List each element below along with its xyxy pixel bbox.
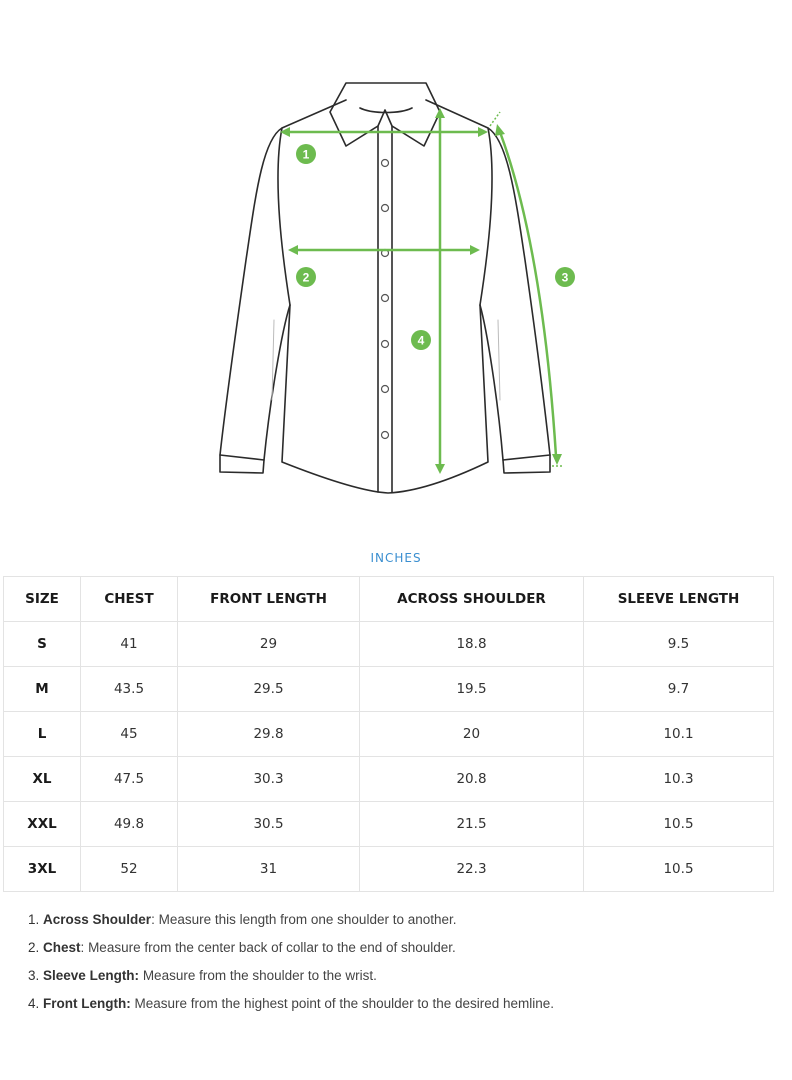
front-length-cell: 30.5 bbox=[178, 802, 360, 847]
note-term: Front Length: bbox=[43, 996, 131, 1011]
column-header-size: SIZE bbox=[4, 577, 81, 622]
marker-label: 4 bbox=[417, 333, 425, 348]
table-header-row bbox=[4, 577, 774, 622]
marker-4 bbox=[411, 330, 431, 350]
front-length-cell: 30.3 bbox=[178, 757, 360, 802]
shirt-button bbox=[382, 432, 389, 439]
marker-label: 1 bbox=[302, 147, 310, 162]
across-shoulder-cell: 20 bbox=[360, 712, 584, 757]
note-number: 4. bbox=[28, 996, 40, 1011]
shirt-button bbox=[382, 160, 389, 167]
across-shoulder-cell: 18.8 bbox=[360, 622, 584, 667]
sleeve-length-cell: 10.5 bbox=[584, 847, 774, 892]
note-item bbox=[28, 968, 768, 996]
size-cell: XXL bbox=[4, 802, 81, 847]
shirt-measurement-diagram bbox=[0, 0, 792, 520]
column-header-chest: CHEST bbox=[81, 577, 178, 622]
across-shoulder-cell: 21.5 bbox=[360, 802, 584, 847]
collar-band bbox=[360, 108, 412, 113]
sleeve-length-cell: 9.5 bbox=[584, 622, 774, 667]
note-item bbox=[28, 996, 768, 1024]
size-cell: S bbox=[4, 622, 81, 667]
chest-cell: 47.5 bbox=[81, 757, 178, 802]
note-text: Measure from the highest point of the shoulder to the desired hemline. bbox=[130, 996, 555, 1011]
table-row bbox=[4, 667, 774, 712]
measurement-notes bbox=[28, 912, 768, 1024]
note-term: Chest bbox=[43, 940, 81, 955]
side-seam-right bbox=[498, 320, 500, 400]
table-row bbox=[4, 757, 774, 802]
chest-cell: 45 bbox=[81, 712, 178, 757]
across-shoulder-cell: 22.3 bbox=[360, 847, 584, 892]
table-row bbox=[4, 847, 774, 892]
arrowhead bbox=[495, 124, 505, 136]
measurement-lines bbox=[280, 108, 564, 474]
column-header-across-shoulder: ACROSS SHOULDER bbox=[360, 577, 584, 622]
size-chart-table bbox=[3, 576, 774, 892]
left-sleeve bbox=[220, 128, 290, 460]
note-number: 3. bbox=[28, 968, 40, 983]
sleeve-length-cell: 9.7 bbox=[584, 667, 774, 712]
front-length-cell: 31 bbox=[178, 847, 360, 892]
arrowhead bbox=[435, 464, 445, 474]
chest-cell: 49.8 bbox=[81, 802, 178, 847]
note-text: Measure from the center back of collar to the end of shoulder. bbox=[84, 940, 456, 955]
sleeve-length-cell: 10.5 bbox=[584, 802, 774, 847]
note-text: Measure this length from one shoulder to another. bbox=[154, 912, 457, 927]
arrowhead bbox=[470, 245, 480, 255]
note-number: 1. bbox=[28, 912, 40, 927]
size-cell: XL bbox=[4, 757, 81, 802]
chest-cell: 41 bbox=[81, 622, 178, 667]
sleeve-length-line bbox=[500, 132, 556, 456]
note-item bbox=[28, 940, 768, 968]
front-length-cell: 29.5 bbox=[178, 667, 360, 712]
chest-cell: 43.5 bbox=[81, 667, 178, 712]
chest-cell: 52 bbox=[81, 847, 178, 892]
marker-3 bbox=[555, 267, 575, 287]
table-row bbox=[4, 802, 774, 847]
sleeve-length-cell: 10.3 bbox=[584, 757, 774, 802]
unit-label: INCHES bbox=[370, 551, 422, 565]
shirt-button bbox=[382, 295, 389, 302]
shirt-button bbox=[382, 386, 389, 393]
arrowhead bbox=[288, 245, 298, 255]
marker-label: 3 bbox=[561, 270, 569, 285]
column-header-sleeve-length: SLEEVE LENGTH bbox=[584, 577, 774, 622]
shirt-button bbox=[382, 205, 389, 212]
size-cell: 3XL bbox=[4, 847, 81, 892]
shirt-button bbox=[382, 341, 389, 348]
collar bbox=[330, 83, 440, 146]
across-shoulder-cell: 20.8 bbox=[360, 757, 584, 802]
note-number: 2. bbox=[28, 940, 40, 955]
note-separator: : bbox=[80, 940, 85, 955]
arrowhead bbox=[478, 127, 488, 137]
across-shoulder-cell: 19.5 bbox=[360, 667, 584, 712]
note-text: Measure from the shoulder to the wrist. bbox=[139, 968, 377, 983]
size-cell: L bbox=[4, 712, 81, 757]
column-header-front-length: FRONT LENGTH bbox=[178, 577, 360, 622]
table-row bbox=[4, 712, 774, 757]
arrowhead bbox=[552, 454, 562, 465]
note-separator: : bbox=[151, 912, 155, 927]
table-row bbox=[4, 622, 774, 667]
size-cell: M bbox=[4, 667, 81, 712]
arrowhead bbox=[435, 108, 445, 118]
front-length-cell: 29 bbox=[178, 622, 360, 667]
marker-1 bbox=[296, 144, 316, 164]
marker-label: 2 bbox=[302, 270, 310, 285]
front-length-cell: 29.8 bbox=[178, 712, 360, 757]
marker-2 bbox=[296, 267, 316, 287]
note-term: Sleeve Length: bbox=[43, 968, 140, 983]
note-item bbox=[28, 912, 768, 940]
note-term: Across Shoulder bbox=[43, 912, 152, 927]
sleeve-length-cell: 10.1 bbox=[584, 712, 774, 757]
buttons bbox=[382, 160, 389, 439]
